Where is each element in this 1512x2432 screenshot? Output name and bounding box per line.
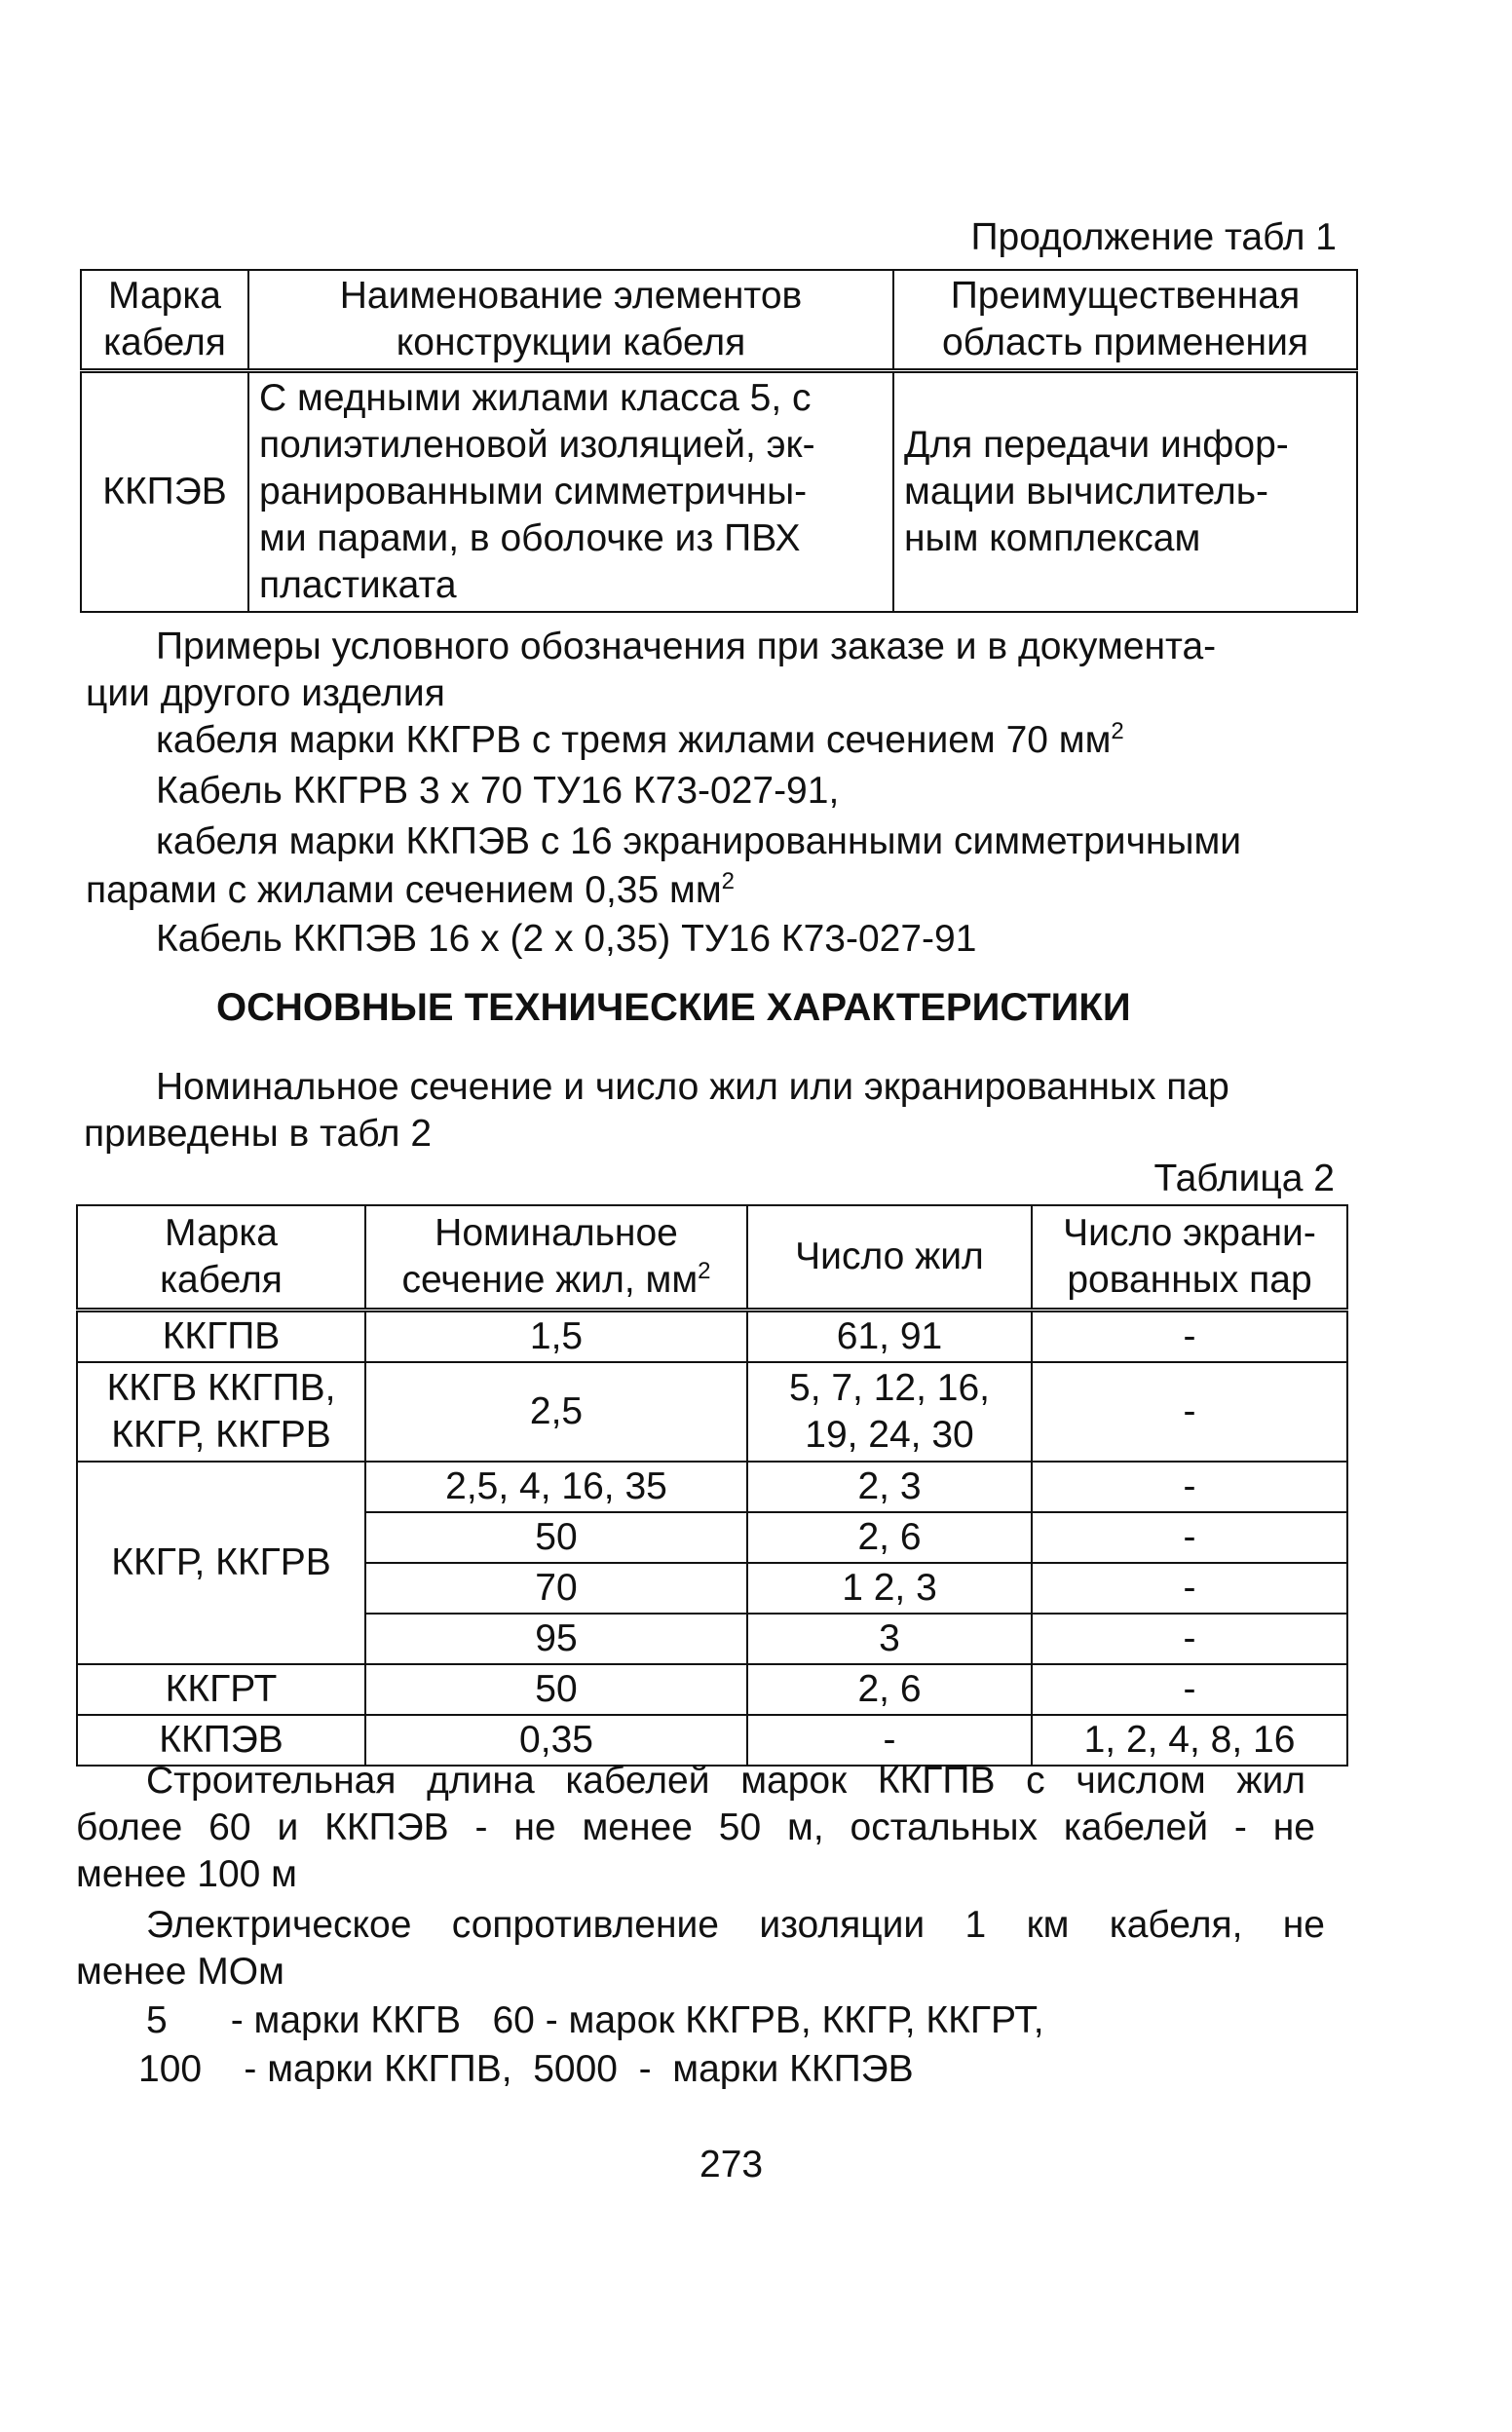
resistance-line2: 100 - марки ККГПВ, 5000 - марки ККПЭВ <box>138 2048 914 2090</box>
header-mark: Марка кабеля <box>81 270 248 371</box>
paragraph2-line3: менее 100 м <box>76 1853 297 1895</box>
paragraph2-line1: Строительная длина кабелей марок ККГПВ с числом жил <box>146 1760 1305 1802</box>
table1-caption: Продолжение табл 1 <box>970 216 1337 258</box>
cell-section: 95 <box>365 1614 747 1664</box>
paragraph2-line2: более 60 и ККПЭВ - не менее 50 м, остальных кабелей - не <box>76 1806 1315 1848</box>
table2-caption: Таблица 2 <box>1153 1158 1335 1199</box>
cell-line: ным комплексам <box>904 517 1201 559</box>
cell-section: 2,5 <box>365 1362 747 1462</box>
page-number: 273 <box>699 2144 764 2185</box>
cable-sections-table <box>76 1204 1348 1767</box>
paragraph1-line2: приведены в табл 2 <box>84 1113 433 1155</box>
superscript: 2 <box>698 1258 711 1284</box>
cell-cores: 61, 91 <box>747 1311 1032 1363</box>
example1-text: кабеля марки ККГРВ с тремя жилами сечением 70 мм <box>156 719 1112 761</box>
section-heading: ОСНОВНЫЕ ТЕХНИЧЕСКИЕ ХАРАКТЕРИСТИКИ <box>216 986 1131 1029</box>
table-header-row <box>77 1205 1347 1311</box>
table-row <box>81 371 1357 613</box>
header-line: Число экрани- <box>1063 1212 1316 1254</box>
table-row <box>77 1664 1347 1715</box>
cell-mark: ККПЭВ <box>77 1715 365 1766</box>
cell-usage <box>893 371 1357 613</box>
example2-description-line2 <box>86 867 735 914</box>
paragraph3-line1: Электрическое сопротивление изоляции 1 км кабеля, не <box>146 1904 1325 1946</box>
cell-mark: ККГПВ <box>77 1311 365 1363</box>
cell-pairs: - <box>1032 1512 1347 1563</box>
header-text: сечение жил, мм <box>401 1259 699 1301</box>
cell-line: С медными жилами класса 5, с <box>259 377 812 419</box>
header-line <box>372 1257 740 1304</box>
paragraph1-line1: Номинальное сечение и число жил или экранированных пар <box>156 1066 1229 1108</box>
cell-line: ранированными симметричны- <box>259 471 808 513</box>
cell-cores: 1 2, 3 <box>747 1563 1032 1614</box>
header-line: Номинальное <box>435 1212 678 1254</box>
cell-line: полиэтиленовой изоляцией, эк- <box>259 424 815 466</box>
examples-intro-line1: Примеры условного обозначения при заказе и в документа- <box>156 626 1217 667</box>
cell-pairs: - <box>1032 1614 1347 1664</box>
header-elements: Наименование элементов конструкции кабеля <box>248 270 893 371</box>
cell-cores <box>747 1362 1032 1462</box>
cell-line: 19, 24, 30 <box>805 1414 974 1456</box>
table-row <box>77 1362 1347 1462</box>
cell-line: ККГВ ККГПВ, <box>106 1367 336 1409</box>
header-mark <box>77 1205 365 1311</box>
cell-cores: 3 <box>747 1614 1032 1664</box>
cell-line: Для передачи инфор- <box>904 424 1289 466</box>
cell-section: 1,5 <box>365 1311 747 1363</box>
cell-line: мации вычислитель- <box>904 471 1269 513</box>
header-cores: Число жил <box>747 1205 1032 1311</box>
cell-pairs: - <box>1032 1664 1347 1715</box>
table-row <box>77 1462 1347 1512</box>
cell-pairs: - <box>1032 1311 1347 1363</box>
cell-line: ККГР, ККГРВ <box>111 1414 331 1456</box>
header-pairs <box>1032 1205 1347 1311</box>
cell-mark <box>77 1362 365 1462</box>
cable-construction-table <box>80 269 1358 613</box>
superscript: 2 <box>721 868 735 894</box>
cell-mark: ККПЭВ <box>81 371 248 613</box>
cell-section: 50 <box>365 1664 747 1715</box>
cell-cores: 2, 3 <box>747 1462 1032 1512</box>
superscript: 2 <box>1111 718 1124 744</box>
cell-line: пластиката <box>259 564 457 606</box>
example1-designation: Кабель ККГРВ 3 х 70 ТУ16 К73-027-91, <box>156 770 840 812</box>
cell-section: 0,35 <box>365 1715 747 1766</box>
resistance-line1: 5 - марки ККГВ 60 - марок ККГРВ, ККГР, ККГРТ, <box>146 1999 1044 2041</box>
cell-cores: - <box>747 1715 1032 1766</box>
cell-pairs: 1, 2, 4, 8, 16 <box>1032 1715 1347 1766</box>
cell-section: 70 <box>365 1563 747 1614</box>
cell-elements <box>248 371 893 613</box>
cell-pairs: - <box>1032 1362 1347 1462</box>
example2-text: парами с жилами сечением 0,35 мм <box>86 869 722 911</box>
example1-description <box>156 717 1124 764</box>
header-line: рованных пар <box>1067 1259 1312 1301</box>
cell-line: ми парами, в оболочке из ПВХ <box>259 517 801 559</box>
header-usage: Преимущественная область применения <box>893 270 1357 371</box>
example2-designation: Кабель ККПЭВ 16 х (2 х 0,35) ТУ16 К73-027-91 <box>156 918 977 960</box>
cell-mark: ККГРТ <box>77 1664 365 1715</box>
cell-section: 2,5, 4, 16, 35 <box>365 1462 747 1512</box>
header-section <box>365 1205 747 1311</box>
cell-pairs: - <box>1032 1563 1347 1614</box>
cell-pairs: - <box>1032 1462 1347 1512</box>
paragraph3-line2: менее МОм <box>76 1951 284 1993</box>
header-line: кабеля <box>160 1259 283 1301</box>
cell-section: 50 <box>365 1512 747 1563</box>
cell-line: 5, 7, 12, 16, <box>789 1367 990 1409</box>
cell-mark: ККГР, ККГРВ <box>77 1462 365 1664</box>
cell-cores: 2, 6 <box>747 1512 1032 1563</box>
example2-description-line1: кабеля марки ККПЭВ с 16 экранированными симметричными <box>156 820 1242 862</box>
table-row <box>77 1311 1347 1363</box>
examples-intro-line2: ции другого изделия <box>86 672 445 714</box>
header-line: Марка <box>165 1212 278 1254</box>
cell-cores: 2, 6 <box>747 1664 1032 1715</box>
table-header-row <box>81 270 1357 371</box>
